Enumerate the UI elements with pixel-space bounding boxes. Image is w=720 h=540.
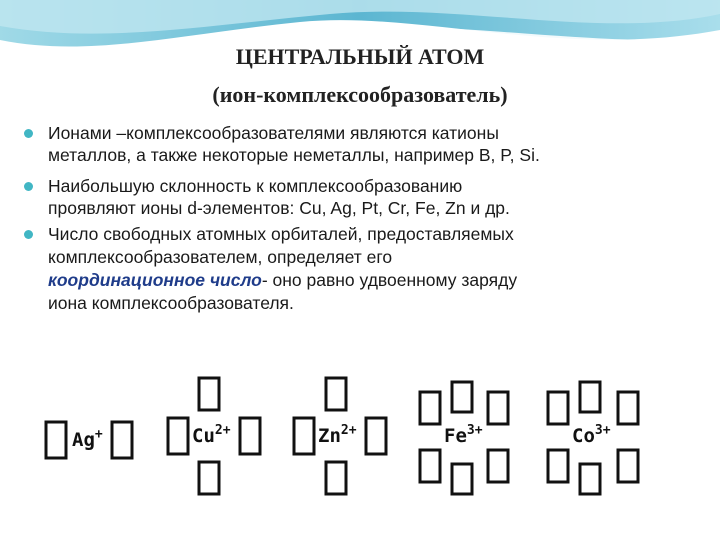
orbital-box: [488, 450, 508, 482]
diagram-cu: [168, 378, 260, 494]
slide-subtitle: (ион-комплексообразователь): [212, 82, 508, 107]
diagram-co: [548, 382, 638, 494]
ion-label: $Zn^{2+}$: [318, 423, 357, 447]
slide-title: ЦЕНТРАЛЬНЫЙ АТОМ: [235, 44, 485, 69]
ion-label: $Cu^{2+}$: [192, 423, 231, 447]
orbital-box: [580, 464, 600, 494]
bullet-text: Число свободных атомных орбиталей, предоставляемых: [48, 224, 514, 244]
bullet-item: [22, 122, 712, 166]
orbital-box: [548, 392, 568, 424]
bullet-text: металлов, а также некоторые неметаллы, например B, P, Si.: [48, 145, 540, 165]
orbital-box: [452, 382, 472, 412]
orbital-box: [420, 392, 440, 424]
orbital-box: [46, 422, 66, 458]
diagram-ag: [46, 422, 132, 458]
orbital-box: [326, 462, 346, 494]
orbital-diagrams: [0, 370, 720, 520]
orbital-box: [112, 422, 132, 458]
ion-label: $Fe^{3+}$: [444, 423, 483, 447]
bullet-text: комплексообразователем, определяет его: [48, 247, 393, 267]
bullet-text: проявляют ионы d-элементов: Cu, Ag, Pt, Cr, Fe, Zn и др.: [48, 198, 510, 218]
orbital-box: [580, 382, 600, 412]
orbital-box: [420, 450, 440, 482]
orbital-box: [240, 418, 260, 454]
bullet-item: [22, 175, 712, 219]
diagram-fe: [420, 382, 508, 494]
orbital-box: [618, 392, 638, 424]
bullet-list: [22, 122, 712, 315]
bullet-text: Наибольшую склонность к комплексообразованию: [48, 176, 463, 196]
orbital-box: [452, 464, 472, 494]
orbital-box: [199, 462, 219, 494]
bullet-text: - оно равно удвоенному заряду: [261, 270, 518, 290]
orbital-box: [488, 392, 508, 424]
bullet-item: [22, 223, 712, 315]
orbital-box: [326, 378, 346, 410]
ion-label: Ag+: [72, 427, 103, 451]
ion-label: $Co^{3+}$: [572, 423, 611, 447]
bullet-text: Ионами –комплексообразователями являются катионы: [48, 123, 499, 143]
orbital-box: [168, 418, 188, 454]
diagram-zn: [294, 378, 386, 494]
orbital-box: [618, 450, 638, 482]
orbital-box: [294, 418, 314, 454]
orbital-box: [199, 378, 219, 410]
orbital-box: [548, 450, 568, 482]
orbital-box: [366, 418, 386, 454]
coordination-number-term: координационное число: [48, 270, 262, 290]
bullet-text: иона комплексообразователя.: [48, 293, 294, 313]
